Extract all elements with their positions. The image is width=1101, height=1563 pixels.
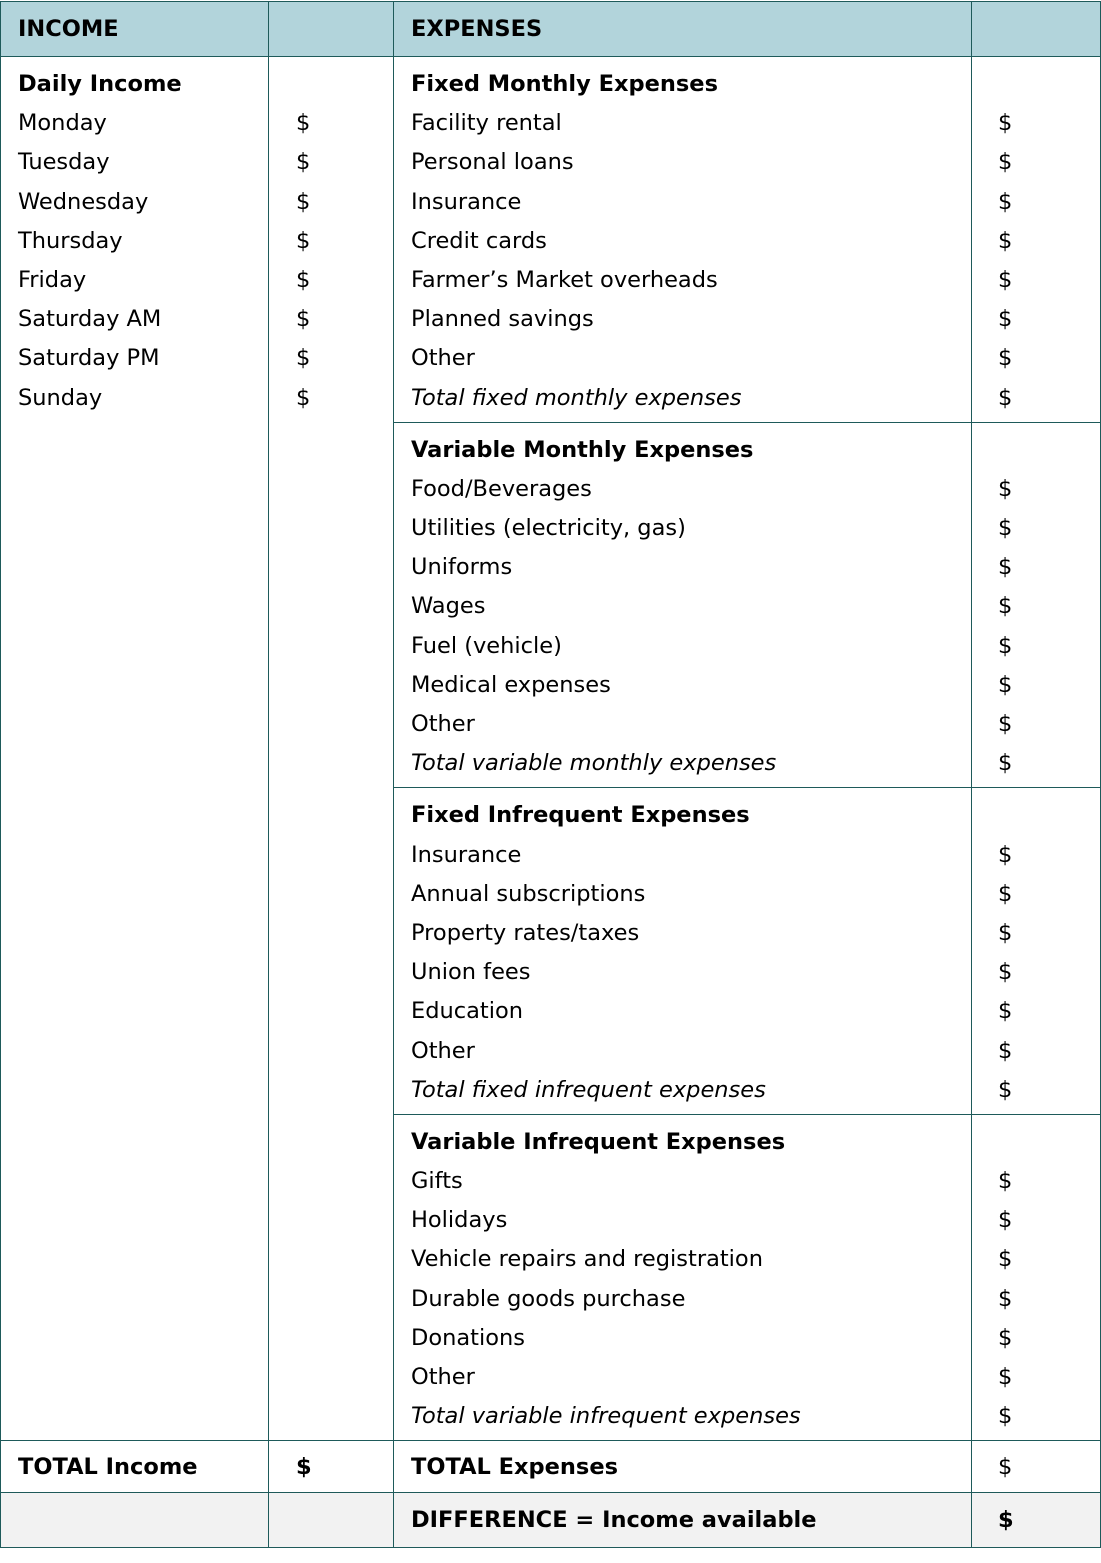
variable-monthly-item-label: Wages <box>411 593 486 620</box>
income-amount-header <box>269 2 394 57</box>
fixed-monthly-labels-cell <box>394 57 972 423</box>
variable-infrequent-labels-cell <box>394 1114 972 1441</box>
income-item-label: Monday <box>18 110 107 137</box>
fixed-infrequent-item-label: Education <box>411 998 524 1025</box>
totals-row <box>1 1441 1101 1493</box>
fixed-infrequent-amounts-cell <box>972 788 1101 1115</box>
fixed-monthly-item-amount: $ <box>998 306 1013 333</box>
difference-amount: $ <box>972 1493 1101 1548</box>
variable-monthly-item-amount: $ <box>998 671 1013 698</box>
variable-infrequent-item-amount: $ <box>998 1168 1013 1195</box>
income-item-label: Wednesday <box>18 188 149 215</box>
variable-monthly-item-amount: $ <box>998 711 1013 737</box>
fixed-infrequent-total-label: Total fixed infrequent expenses <box>411 1076 766 1103</box>
total-expenses-amount: $ <box>972 1441 1101 1493</box>
variable-infrequent-total-amount: $ <box>998 1403 1013 1430</box>
fixed-monthly-total-label: Total fixed monthly expenses <box>411 384 742 411</box>
variable-monthly-item-label: Other <box>411 711 475 737</box>
fixed-monthly-item-label: Insurance <box>411 188 522 215</box>
variable-monthly-item-amount: $ <box>998 554 1013 581</box>
fixed-monthly-item-amount: $ <box>998 266 1013 293</box>
fixed-infrequent-item-amount: $ <box>998 959 1013 986</box>
variable-infrequent-item-amount: $ <box>998 1364 1013 1390</box>
total-income-label: TOTAL Income <box>1 1441 269 1493</box>
variable-infrequent-item-label: Gifts <box>411 1168 463 1195</box>
fixed-infrequent-heading: Fixed Infrequent Expenses <box>411 802 750 829</box>
variable-monthly-item-amount: $ <box>998 632 1013 659</box>
income-item-label: Thursday <box>18 227 123 254</box>
fixed-monthly-item-label: Other <box>411 345 475 372</box>
fixed-monthly-item-amount: $ <box>998 227 1013 254</box>
fixed-infrequent-item-label: Insurance <box>411 841 522 868</box>
variable-monthly-item-label: Uniforms <box>411 554 513 581</box>
header-row <box>1 2 1101 57</box>
variable-infrequent-amounts-cell <box>972 1114 1101 1441</box>
spacer-line <box>296 69 393 108</box>
income-item-label: Saturday AM <box>18 306 162 333</box>
income-item-amount: $ <box>296 110 311 137</box>
fixed-infrequent-item-label: Union fees <box>411 959 531 986</box>
variable-infrequent-item-amount: $ <box>998 1285 1013 1312</box>
income-header: INCOME <box>1 2 269 57</box>
variable-infrequent-total-label: Total variable infrequent expenses <box>411 1403 801 1430</box>
variable-infrequent-item-label: Holidays <box>411 1207 508 1234</box>
fixed-infrequent-item-amount: $ <box>998 841 1013 868</box>
income-item-label: Saturday PM <box>18 345 160 372</box>
budget-table <box>0 1 1101 1548</box>
income-item-label: Tuesday <box>18 149 110 176</box>
fixed-monthly-item-amount: $ <box>998 110 1013 137</box>
fixed-infrequent-item-amount: $ <box>998 998 1013 1025</box>
variable-monthly-labels-cell <box>394 422 972 788</box>
expenses-amount-header <box>972 2 1101 57</box>
fixed-infrequent-item-amount: $ <box>998 1037 1013 1064</box>
fixed-infrequent-item-amount: $ <box>998 880 1013 907</box>
spacer-line <box>998 800 1100 839</box>
income-item-amount: $ <box>296 188 311 215</box>
fixed-monthly-heading: Fixed Monthly Expenses <box>411 71 718 97</box>
income-item-label: Friday <box>18 266 87 293</box>
fixed-monthly-amounts-cell <box>972 57 1101 423</box>
variable-infrequent-heading: Variable Infrequent Expenses <box>411 1128 786 1155</box>
difference-label: DIFFERENCE = Income available <box>394 1493 972 1548</box>
fixed-infrequent-total-amount: $ <box>998 1076 1013 1103</box>
variable-infrequent-item-amount: $ <box>998 1324 1013 1351</box>
difference-blank-1 <box>1 1493 269 1548</box>
income-item-amount: $ <box>296 384 311 411</box>
variable-monthly-total-amount: $ <box>998 750 1013 777</box>
fixed-infrequent-item-label: Annual subscriptions <box>411 880 646 907</box>
variable-monthly-item-label: Utilities (electricity, gas) <box>411 515 686 542</box>
fixed-monthly-item-amount: $ <box>998 188 1013 215</box>
variable-infrequent-item-amount: $ <box>998 1207 1013 1234</box>
fixed-infrequent-item-label: Other <box>411 1037 475 1064</box>
total-income-amount: $ <box>269 1441 394 1493</box>
fixed-monthly-item-amount: $ <box>998 345 1013 372</box>
variable-infrequent-item-label: Vehicle repairs and registration <box>411 1246 763 1273</box>
income-item-amount: $ <box>296 266 311 293</box>
variable-infrequent-item-label: Donations <box>411 1324 525 1351</box>
fixed-monthly-item-label: Farmer’s Market overheads <box>411 266 718 293</box>
fixed-infrequent-item-amount: $ <box>998 919 1013 946</box>
income-labels-cell <box>1 57 269 1441</box>
income-item-label: Sunday <box>18 384 103 411</box>
expenses-header: EXPENSES <box>394 2 972 57</box>
variable-monthly-item-label: Fuel (vehicle) <box>411 632 562 659</box>
difference-blank-2 <box>269 1493 394 1548</box>
fixed-monthly-item-label: Credit cards <box>411 227 547 254</box>
variable-infrequent-item-label: Other <box>411 1364 475 1390</box>
fixed-monthly-row <box>1 57 1101 423</box>
fixed-monthly-total-amount: $ <box>998 384 1013 411</box>
variable-monthly-item-amount: $ <box>998 475 1013 502</box>
variable-monthly-heading: Variable Monthly Expenses <box>411 436 754 463</box>
fixed-monthly-item-amount: $ <box>998 149 1013 176</box>
variable-monthly-item-label: Medical expenses <box>411 671 611 698</box>
daily-income-heading: Daily Income <box>18 71 182 97</box>
fixed-monthly-item-label: Personal loans <box>411 149 574 176</box>
income-item-amount: $ <box>296 306 311 333</box>
income-amounts-cell <box>269 57 394 1441</box>
fixed-infrequent-item-label: Property rates/taxes <box>411 919 640 946</box>
fixed-infrequent-labels-cell <box>394 788 972 1115</box>
income-item-amount: $ <box>296 149 311 176</box>
total-expenses-label: TOTAL Expenses <box>394 1441 972 1493</box>
variable-monthly-item-label: Food/Beverages <box>411 475 592 502</box>
fixed-monthly-item-label: Planned savings <box>411 306 594 333</box>
fixed-monthly-item-label: Facility rental <box>411 110 562 137</box>
income-item-amount: $ <box>296 345 311 372</box>
variable-monthly-item-amount: $ <box>998 593 1013 620</box>
income-item-amount: $ <box>296 227 311 254</box>
variable-infrequent-item-label: Durable goods purchase <box>411 1285 686 1312</box>
variable-monthly-item-amount: $ <box>998 515 1013 542</box>
variable-monthly-total-label: Total variable monthly expenses <box>411 750 777 777</box>
variable-infrequent-item-amount: $ <box>998 1246 1013 1273</box>
spacer-line <box>998 69 1100 108</box>
variable-monthly-amounts-cell <box>972 422 1101 788</box>
difference-row <box>1 1493 1101 1548</box>
spacer-line <box>998 1127 1100 1166</box>
spacer-line <box>998 435 1100 474</box>
